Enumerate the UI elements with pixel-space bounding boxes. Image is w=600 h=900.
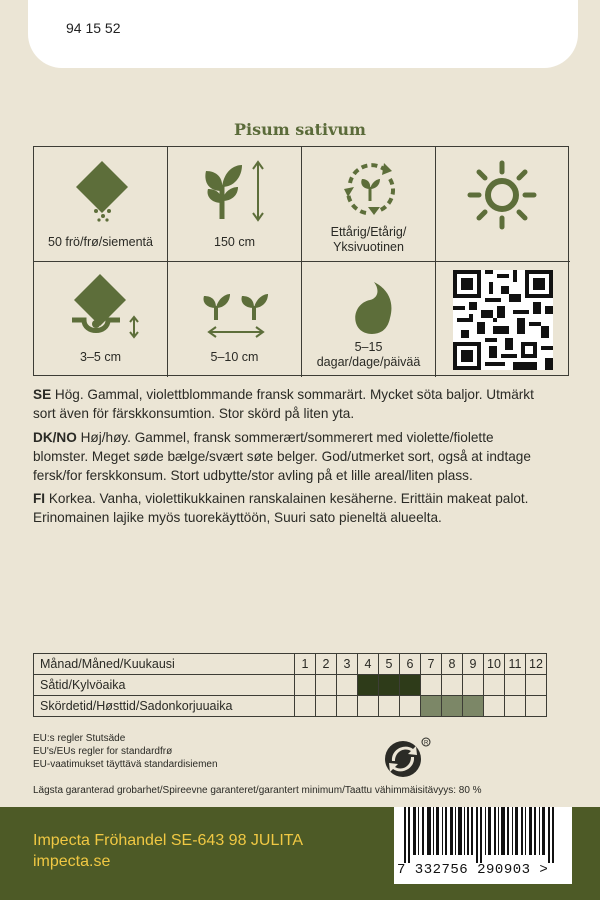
germination-label-2: dagar/dage/päivää (316, 355, 421, 369)
seed-packet-icon (72, 159, 132, 224)
seeds-cell (34, 147, 168, 262)
harvest-cell (526, 696, 547, 717)
month-5: 5 (379, 654, 400, 675)
dk-text-1: Høj/høy. Gammel, fransk sommerært/sommerert med violette/fiolette (76, 430, 494, 445)
month-header: Månad/Måned/Kuukausi (34, 654, 295, 675)
fi-text-2: Erinomainen lajike myös tuorekäyttöön, Suuri sato pieneltä alueelta. (33, 510, 442, 525)
spacing-label: 5–10 cm (210, 350, 259, 364)
sow-cell (421, 675, 442, 696)
lang-code-dk-no: DK/NO (33, 430, 77, 445)
sow-cell-filled (400, 675, 421, 696)
sow-cell-filled (358, 675, 379, 696)
annual-label-1: Ettårig/Etårig/ (330, 225, 407, 239)
eu-rule-dk: EU's/EUs regler for standardfrø (33, 746, 173, 757)
harvest-cell-filled (463, 696, 484, 717)
sowing-row (34, 675, 547, 696)
harvest-cell (400, 696, 421, 717)
qr-code[interactable] (453, 270, 553, 370)
barcode-bars (394, 807, 572, 863)
height-label: 150 cm (214, 235, 255, 249)
product-code: 94 15 52 (66, 20, 121, 36)
sowing-label: Såtid/Kylvöaika (34, 675, 295, 696)
sow-cell (526, 675, 547, 696)
germination-label-1: 5–15 (354, 340, 383, 354)
recycling-icon (383, 737, 433, 781)
sow-cell (505, 675, 526, 696)
month-9: 9 (463, 654, 484, 675)
month-3: 3 (337, 654, 358, 675)
month-8: 8 (442, 654, 463, 675)
plant-height-icon (202, 157, 272, 225)
height-cell (168, 147, 302, 262)
month-7: 7 (421, 654, 442, 675)
description-dk-no (33, 428, 573, 485)
month-6: 6 (400, 654, 421, 675)
se-text-2: sort även för färskkonsumtion. Stor skörd på liten yta. (33, 406, 355, 421)
website-link[interactable]: impecta.se (33, 853, 111, 870)
sow-cell (484, 675, 505, 696)
eu-rules (33, 732, 218, 771)
depth-cell (34, 262, 168, 377)
seeds-label: 50 frö/frø/siementä (48, 235, 153, 249)
svg-text:R: R (424, 740, 429, 747)
harvest-cell-filled (421, 696, 442, 717)
harvest-row (34, 696, 547, 717)
spacing-cell (168, 262, 302, 377)
sun-cell (436, 147, 570, 262)
dk-text-2: blomster. Meget søde bælge/svært søte belger. God/utmerket sort, også at indtage (33, 449, 531, 464)
sow-cell (295, 675, 316, 696)
germination-guarantee: Lägsta garanterad grobarhet/Spireevne garanteret/garantert minimum/Taattu vähimmäisitävyys: 80 % (33, 785, 482, 796)
harvest-cell (505, 696, 526, 717)
calendar-header-row (34, 654, 547, 675)
depth-label: 3–5 cm (80, 350, 121, 364)
sun-icon (466, 159, 538, 231)
eu-rule-fi: EU-vaatimukset täyttävä standardisiemen (33, 759, 218, 770)
barcode-number: 7 332756 290903 > (397, 862, 549, 878)
description-se (33, 385, 573, 423)
qr-cell (436, 262, 570, 377)
plant-spacing-icon (198, 284, 274, 340)
sow-cell-filled (379, 675, 400, 696)
harvest-cell (379, 696, 400, 717)
annual-label-2: Yksivuotinen (333, 240, 404, 254)
sow-cell (442, 675, 463, 696)
harvest-label: Skördetid/Høsttid/Sadonkorjuuaika (34, 696, 295, 717)
sowing-calendar (33, 653, 547, 717)
se-text-1: Hög. Gammal, violettblommande fransk sommarärt. Mycket söta baljor. Utmärkt (51, 387, 534, 402)
month-4: 4 (358, 654, 379, 675)
sow-cell (337, 675, 358, 696)
eu-rule-se: EU:s regler Stutsäde (33, 733, 126, 744)
description-fi (33, 489, 573, 527)
sow-cell (463, 675, 484, 696)
harvest-cell (337, 696, 358, 717)
annual-cell (302, 147, 436, 262)
fi-text-1: Korkea. Vanha, violettikukkainen ranskalainen kesäherne. Erittäin makeat palot. (45, 491, 529, 506)
month-1: 1 (295, 654, 316, 675)
harvest-cell (484, 696, 505, 717)
lang-code-fi: FI (33, 491, 46, 506)
germination-cell (302, 262, 436, 377)
month-10: 10 (484, 654, 505, 675)
icon-grid (33, 146, 569, 376)
harvest-cell-filled (442, 696, 463, 717)
sow-cell (316, 675, 337, 696)
month-12: 12 (526, 654, 547, 675)
annual-cycle-icon (340, 159, 400, 219)
lang-code-se: SE (33, 387, 52, 402)
harvest-cell (316, 696, 337, 717)
month-2: 2 (316, 654, 337, 675)
dk-text-3: fersk/for ferskkonsum. Stort udbytte/stor avling på et lille areal/liten plass. (33, 468, 473, 483)
sowing-depth-icon (64, 272, 144, 344)
month-11: 11 (505, 654, 526, 675)
harvest-cell (295, 696, 316, 717)
company-address: Impecta Fröhandel SE-643 98 JULITA (33, 832, 304, 849)
species-name: Pisum sativum (234, 120, 366, 139)
harvest-cell (358, 696, 379, 717)
germination-icon (344, 274, 400, 336)
